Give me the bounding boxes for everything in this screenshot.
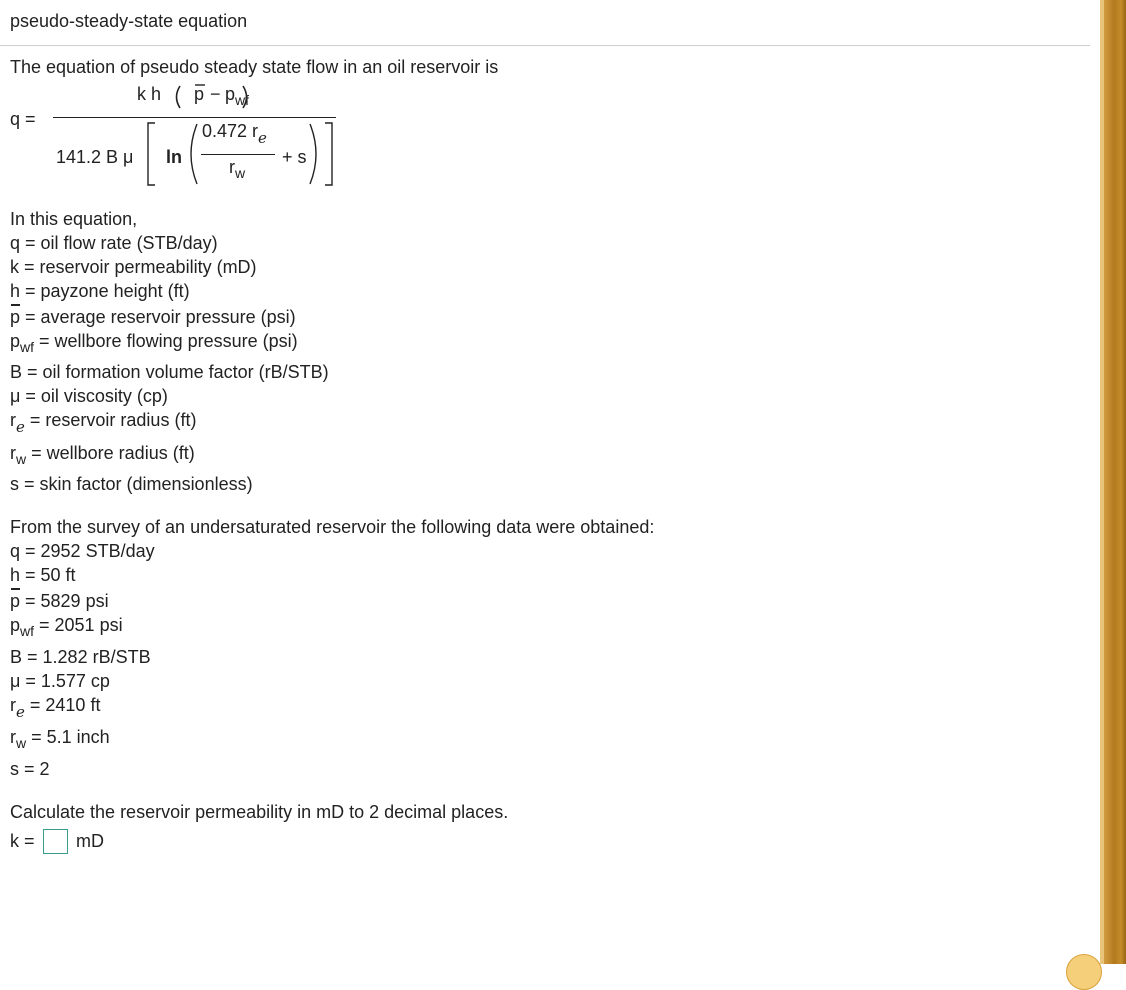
survey-symbol: p xyxy=(10,615,21,635)
def-symbol: μ xyxy=(10,386,21,406)
numerator-minus: − xyxy=(210,84,221,104)
numerator-right-paren xyxy=(243,86,247,108)
def-text: = reservoir radius (ft) xyxy=(24,410,197,430)
survey-row xyxy=(10,647,151,668)
survey-symbol: B xyxy=(10,647,23,667)
numerator-pwf-symbol: p xyxy=(225,84,236,104)
def-symbol: q xyxy=(10,233,21,253)
survey-value: = 1.577 cp xyxy=(20,671,110,691)
answer-label: k = xyxy=(10,831,35,851)
def-symbol: k xyxy=(10,257,19,277)
survey-value: = 50 ft xyxy=(20,565,76,585)
sidebar-scroll-edge xyxy=(1100,0,1126,964)
def-symbol: B xyxy=(10,362,23,382)
survey-subscript: w xyxy=(16,735,27,751)
survey-symbol: r xyxy=(10,727,16,747)
answer-unit: mD xyxy=(76,831,104,851)
intro-text: The equation of pseudo steady state flow in an oil reservoir is xyxy=(10,57,499,77)
survey-row xyxy=(10,541,155,562)
plus-skin: + s xyxy=(282,147,307,167)
survey-symbol: μ xyxy=(10,671,21,691)
survey-row xyxy=(10,759,50,780)
def-subscript: e xyxy=(16,418,25,436)
survey-symbol: p xyxy=(10,591,21,611)
def-text: = wellbore radius (ft) xyxy=(26,443,195,463)
definition-row xyxy=(10,410,197,436)
survey-row xyxy=(10,615,123,639)
def-symbol: h xyxy=(10,281,21,301)
survey-value: = 2410 ft xyxy=(24,695,101,715)
survey-symbol: s xyxy=(10,759,19,779)
answer-input[interactable] xyxy=(43,829,68,854)
def-text: = reservoir permeability (mD) xyxy=(19,257,257,277)
definition-row xyxy=(10,362,329,383)
question-text: Calculate the reservoir permeability in mD to 2 decimal places. xyxy=(10,802,509,822)
def-text: = oil formation volume factor (rB/STB) xyxy=(22,362,329,382)
def-text: = skin factor (dimensionless) xyxy=(19,474,253,494)
pbar-overline xyxy=(11,588,20,590)
survey-subscript: e xyxy=(16,703,25,721)
survey-subscript: wf xyxy=(20,623,35,639)
pbar-overline xyxy=(11,304,20,306)
definition-row xyxy=(10,307,296,328)
definition-row xyxy=(10,474,253,495)
inner-denominator-subscript: w xyxy=(235,165,246,181)
inner-denominator-text: r xyxy=(229,157,235,177)
survey-symbol: q xyxy=(10,541,21,561)
equation-delimiters xyxy=(0,0,360,200)
denominator-coefficient: 141.2 B μ xyxy=(56,147,134,167)
survey-value: = 2051 psi xyxy=(34,615,123,635)
left-bracket xyxy=(148,123,155,185)
survey-heading: From the survey of an undersaturated reservoir the following data were obtained: xyxy=(10,517,655,537)
def-symbol: r xyxy=(10,443,16,463)
definition-row xyxy=(10,233,218,254)
survey-row xyxy=(10,565,76,586)
def-subscript: wf xyxy=(20,339,35,355)
def-text: = oil viscosity (cp) xyxy=(20,386,168,406)
def-text: = oil flow rate (STB/day) xyxy=(20,233,218,253)
survey-symbol: h xyxy=(10,565,21,585)
inner-numerator-subscript: e xyxy=(258,129,267,147)
survey-value: = 2952 STB/day xyxy=(20,541,155,561)
inner-numerator-text: 0.472 r xyxy=(202,121,259,141)
def-text: = average reservoir pressure (psi) xyxy=(20,307,296,327)
survey-row xyxy=(10,727,110,751)
def-symbol: s xyxy=(10,474,19,494)
numerator-left-paren xyxy=(177,86,181,108)
def-text: = wellbore flowing pressure (psi) xyxy=(34,331,298,351)
definition-row xyxy=(10,386,168,407)
inner-left-paren xyxy=(191,124,197,184)
definition-row xyxy=(10,281,190,302)
def-symbol: p xyxy=(10,331,21,351)
def-symbol: p xyxy=(10,307,21,327)
survey-symbol: r xyxy=(10,695,16,715)
survey-value: = 2 xyxy=(19,759,50,779)
help-bubble[interactable] xyxy=(1066,954,1102,990)
definition-row xyxy=(10,443,195,467)
sidebar-edge-highlight xyxy=(1100,0,1104,964)
definition-row xyxy=(10,257,257,278)
def-text: = payzone height (ft) xyxy=(20,281,190,301)
numerator-kh: k h xyxy=(137,84,162,104)
survey-row xyxy=(10,671,110,692)
survey-value: = 1.282 rB/STB xyxy=(22,647,151,667)
ln-operator: ln xyxy=(166,147,182,167)
numerator-p-symbol: p xyxy=(194,84,205,104)
right-bracket xyxy=(325,123,332,185)
equation-lhs: q = xyxy=(10,109,36,129)
survey-row xyxy=(10,591,109,612)
definition-row xyxy=(10,331,298,355)
numerator-pwf-subscript: wf xyxy=(235,92,250,108)
def-symbol: r xyxy=(10,410,16,430)
def-subscript: w xyxy=(16,451,27,467)
definitions-heading: In this equation, xyxy=(10,209,138,229)
survey-value: = 5.1 inch xyxy=(26,727,110,747)
page-title: pseudo-steady-state equation xyxy=(10,11,248,31)
survey-value: = 5829 psi xyxy=(20,591,109,611)
inner-right-paren xyxy=(310,124,316,184)
survey-row xyxy=(10,695,101,721)
